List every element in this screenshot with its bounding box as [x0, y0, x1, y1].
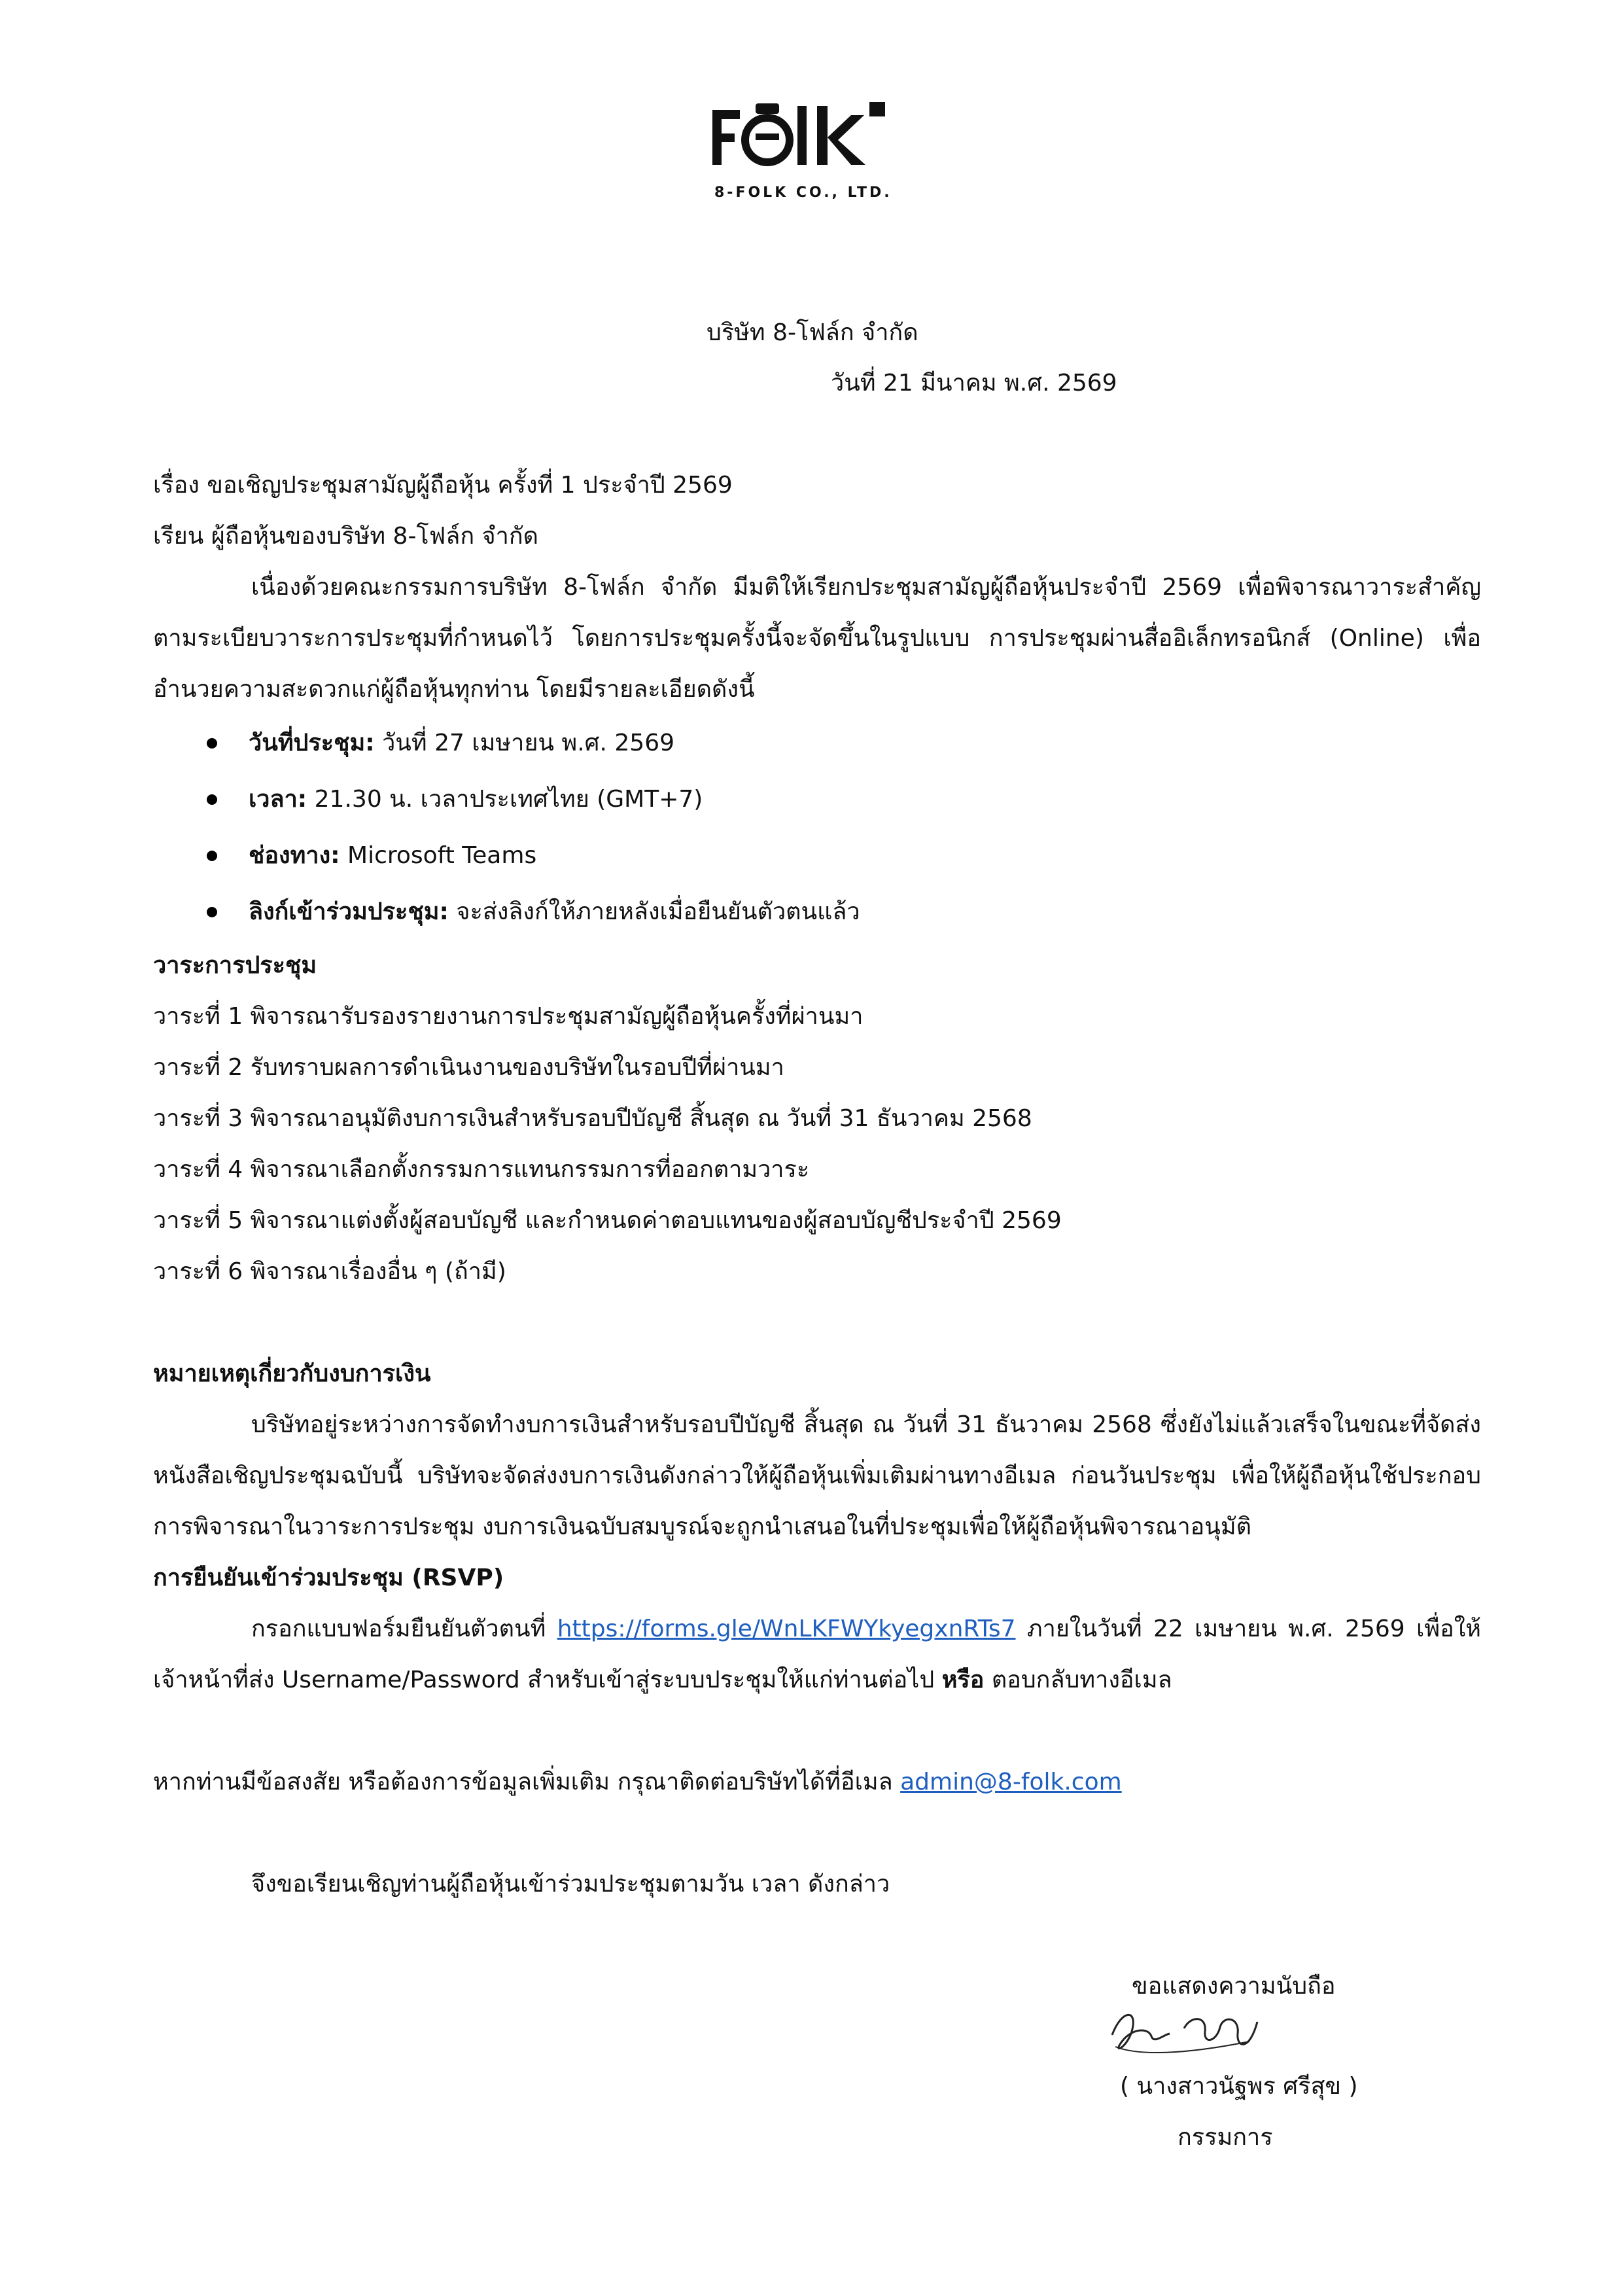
- intro-paragraph: เนื่องด้วยคณะกรรมการบริษัท 8-โฟล์ก จำกัด มีมติให้เรียกประชุมสามัญผู้ถือหุ้นประจำปี 2569 เพื่อพิจารณาวาระสำคัญตามระเบียบวาระการประชุมที่กำหนดไว้ โดยการประชุมครั้งนี้จะจัดขึ้นในรูปแบบ การประชุมผ่านสื่ออิเล็กทรอนิกส์ (Online) เพื่ออำนวยความสะดวกแก่ผู้ถือหุ้นทุกท่าน โดยมีรายละเอียดดังนี้: [153, 574, 1482, 703]
- agenda-item: วาระที่ 3 พิจารณาอนุมัติงบการเงินสำหรับรอบปีบัญชี สิ้นสุด ณ วันที่ 31 ธันวาคม 2568: [153, 1105, 1032, 1132]
- logo-subtitle: 8-FOLK CO., LTD.: [714, 185, 892, 201]
- agenda-item: วาระที่ 4 พิจารณาเลือกตั้งกรรมการแทนกรรมการที่ออกตามวาระ: [153, 1156, 810, 1183]
- rsvp-form-link[interactable]: https://forms.gle/WnLKFWYkyegxnRTs7: [557, 1616, 1016, 1642]
- signatory-name: ( นางสาวนัฐพร ศรีสุข ): [1120, 2073, 1358, 2100]
- detail-item: ช่องทาง: Microsoft Teams: [249, 842, 537, 869]
- folk-logo-icon: [710, 97, 919, 188]
- bullet-icon: [207, 851, 217, 861]
- detail-item: วันที่ประชุม: วันที่ 27 เมษายน พ.ศ. 2569: [249, 730, 674, 756]
- agenda-heading: วาระการประชุม: [153, 952, 317, 979]
- detail-item: เวลา: 21.30 น. เวลาประเทศไทย (GMT+7): [249, 786, 703, 813]
- letter-subject: เรื่อง ขอเชิญประชุมสามัญผู้ถือหุ้น ครั้งที่ 1 ประจำปี 2569: [153, 472, 733, 499]
- company-name: บริษัท 8-โฟล์ก จำกัด: [707, 319, 918, 346]
- closing-regards: ขอแสดงความนับถือ: [1132, 1973, 1336, 2000]
- contact-email-link[interactable]: admin@8-folk.com: [900, 1769, 1122, 1795]
- bullet-icon: [207, 738, 217, 749]
- agenda-item: วาระที่ 1 พิจารณารับรองรายงานการประชุมสามัญผู้ถือหุ้นครั้งที่ผ่านมา: [153, 1003, 864, 1030]
- closing-invite: จึงขอเรียนเชิญท่านผู้ถือหุ้นเข้าร่วมประชุมตามวัน เวลา ดังกล่าว: [251, 1871, 890, 1898]
- signature: [1086, 1996, 1321, 2068]
- bullet-icon: [207, 907, 217, 917]
- rsvp-heading: การยืนยันเข้าร่วมประชุม (RSVP): [153, 1564, 504, 1591]
- agenda-item: วาระที่ 5 พิจารณาแต่งตั้งผู้สอบบัญชี และกำหนดค่าตอบแทนของผู้สอบบัญชีประจำปี 2569: [153, 1207, 1062, 1234]
- contact-line: หากท่านมีข้อสงสัย หรือต้องการข้อมูลเพิ่มเติม กรุณาติดต่อบริษัทได้ที่อีเมล admin@8-folk.com: [153, 1769, 1122, 1795]
- financial-note-heading: หมายเหตุเกี่ยวกับงบการเงิน: [153, 1360, 431, 1387]
- detail-item: ลิงก์เข้าร่วมประชุม: จะส่งลิงก์ให้ภายหลังเมื่อยืนยันตัวตนแล้ว: [249, 898, 860, 925]
- signature-icon: [1086, 1996, 1321, 2068]
- agenda-item: วาระที่ 6 พิจารณาเรื่องอื่น ๆ (ถ้ามี): [153, 1258, 506, 1285]
- financial-note-body: บริษัทอยู่ระหว่างการจัดทำงบการเงินสำหรับรอบปีบัญชี สิ้นสุด ณ วันที่ 31 ธันวาคม 2568 ซึ่งยังไม่แล้วเสร็จในขณะที่จัดส่งหนังสือเชิญประชุมฉบับนี้ บริษัทจะจัดส่งงบการเงินดังกล่าวให้ผู้ถือหุ้นเพิ่มเติมผ่านทางอีเมล ก่อนวันประชุม เพื่อให้ผู้ถือหุ้นใช้ประกอบการพิจารณาในวาระการประชุม งบการเงินฉบับสมบูรณ์จะถูกนำเสนอในที่ประชุมเพื่อให้ผู้ถือหุ้นพิจารณาอนุมัติ: [153, 1411, 1481, 1540]
- bullet-icon: [207, 794, 217, 805]
- letter-date: วันที่ 21 มีนาคม พ.ศ. 2569: [831, 370, 1117, 397]
- letter-recipient: เรียน ผู้ถือหุ้นของบริษัท 8-โฟล์ก จำกัด: [153, 523, 539, 550]
- signatory-position: กรรมการ: [1178, 2124, 1273, 2151]
- rsvp-paragraph: กรอกแบบฟอร์มยืนยันตัวตนที่ https://forms.gle/WnLKFWYkyegxnRTs7 ภายในวันที่ 22 เมษายน พ.ศ. 2569 เพื่อให้เจ้าหน้าที่ส่ง Username/Password สำหรับเข้าสู่ระบบประชุมให้แก่ท่านต่อไป หรือ ตอบกลับทางอีเมล: [153, 1616, 1482, 1693]
- agenda-item: วาระที่ 2 รับทราบผลการดำเนินงานของบริษัทในรอบปีที่ผ่านมา: [153, 1054, 784, 1081]
